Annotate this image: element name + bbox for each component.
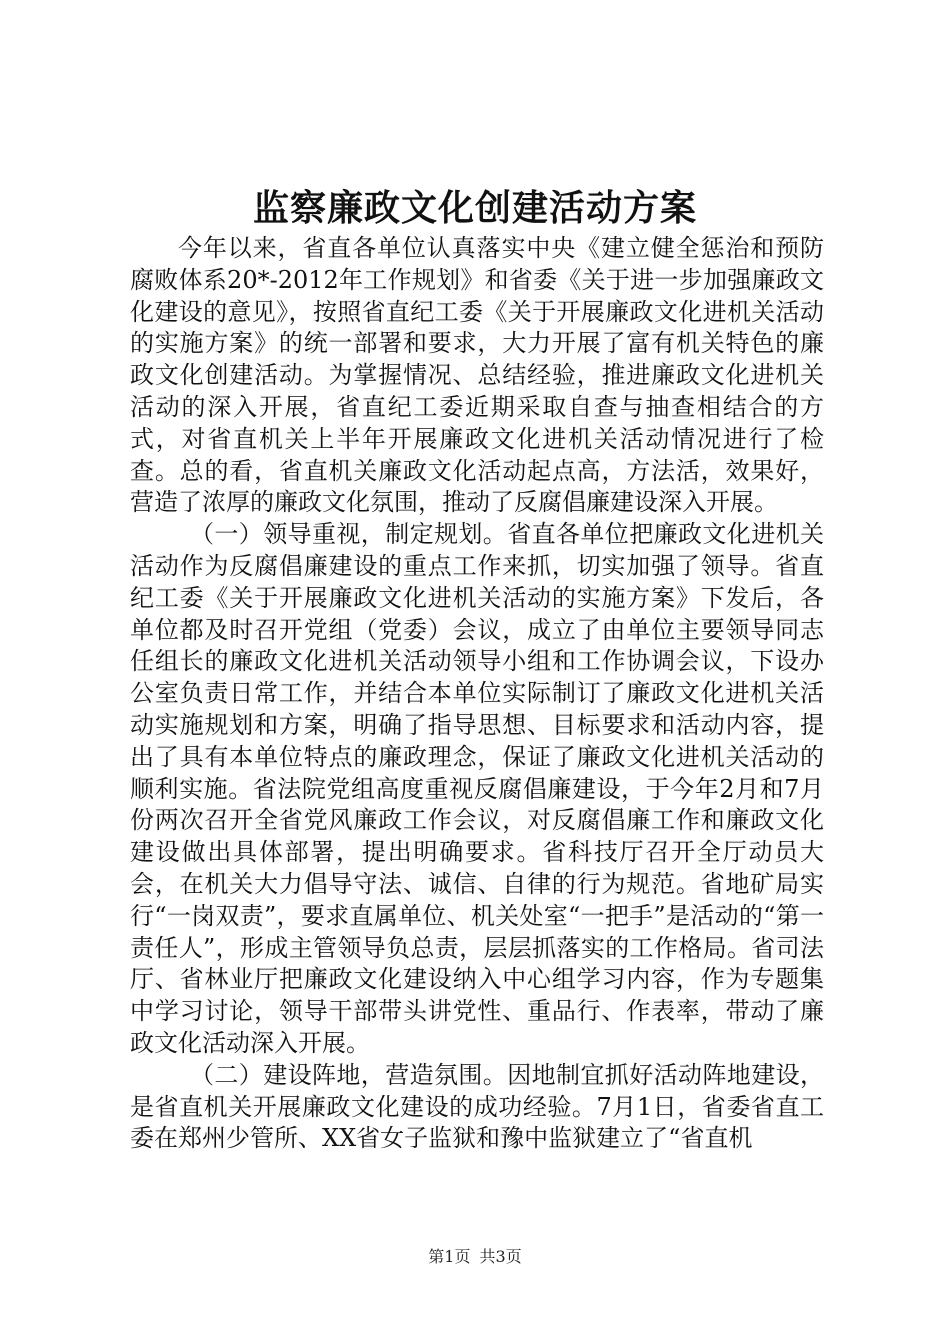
document-title: 监察廉政文化创建活动方案	[252, 187, 697, 229]
page-number: 第1页	[428, 1247, 471, 1266]
paragraph-section-1: （一）领导重视，制定规划。省直各单位把廉政文化进机关活动作为反腐倡廉建设的重点工作来抓，切实加强了领导。省直纪工委《关于开展廉政文化进机关活动的实施方案》下发后，各单位都及时召开党组（党委）会议，成立了由单位主要领导同志任组长的廉政文化进机关活动领导小组和工作协调会议，下设办公室负责日常工作，并结合本单位实际制订了廉政文化进机关活动实施规划和方案，明确了指导思想、目标要求和活动内容，提出了具有本单位特点的廉政理念，保证了廉政文化进机关活动的顺利实施。省法院党组高度重视反腐倡廉建设，于今年2月和7月份两次召开全省党风廉政工作会议，对反腐倡廉工作和廉政文化建设做出具体部署，提出明确要求。省科技厅召开全厅动员大会，在机关大力倡导守法、诚信、自律的行为规范。省地矿局实行“一岗双责”，要求直属单位、机关处室“一把手”是活动的“第一责任人”，形成主管领导负总责，层层抓落实的工作格局。省司法厅、省林业厅把廉政文化建设纳入中心组学习内容，作为专题集中学习讨论，领导干部带头讲党性、重品行、作表率，带动了廉政文化活动深入开展。	[130, 520, 824, 1057]
page-footer	[0, 1244, 950, 1267]
page-total: 共3页	[479, 1247, 522, 1266]
paragraph-intro: 今年以来，省直各单位认真落实中央《建立健全惩治和预防腐败体系20*-2012年工作规划》和省委《关于进一步加强廉政文化建设的意见》，按照省直纪工委《关于开展廉政文化进机关活动的实施方案》的统一部署和要求，大力开展了富有机关特色的廉政文化创建活动。为掌握情况、总结经验，推进廉政文化进机关活动的深入开展，省直纪工委近期采取自查与抽查相结合的方式，对省直机关上半年开展廉政文化进机关活动情况进行了检查。总的看，省直机关廉政文化活动起点高，方法活，效果好，营造了浓厚的廉政文化氛围，推动了反腐倡廉建设深入开展。	[130, 234, 824, 517]
document-body	[130, 233, 824, 1155]
paragraph-section-2: （二）建设阵地，营造氛围。因地制宜抓好活动阵地建设，是省直机关开展廉政文化建设的成功经验。7月1日，省委省直工委在郑州少管所、XX省女子监狱和豫中监狱建立了“省直机	[130, 1060, 824, 1153]
